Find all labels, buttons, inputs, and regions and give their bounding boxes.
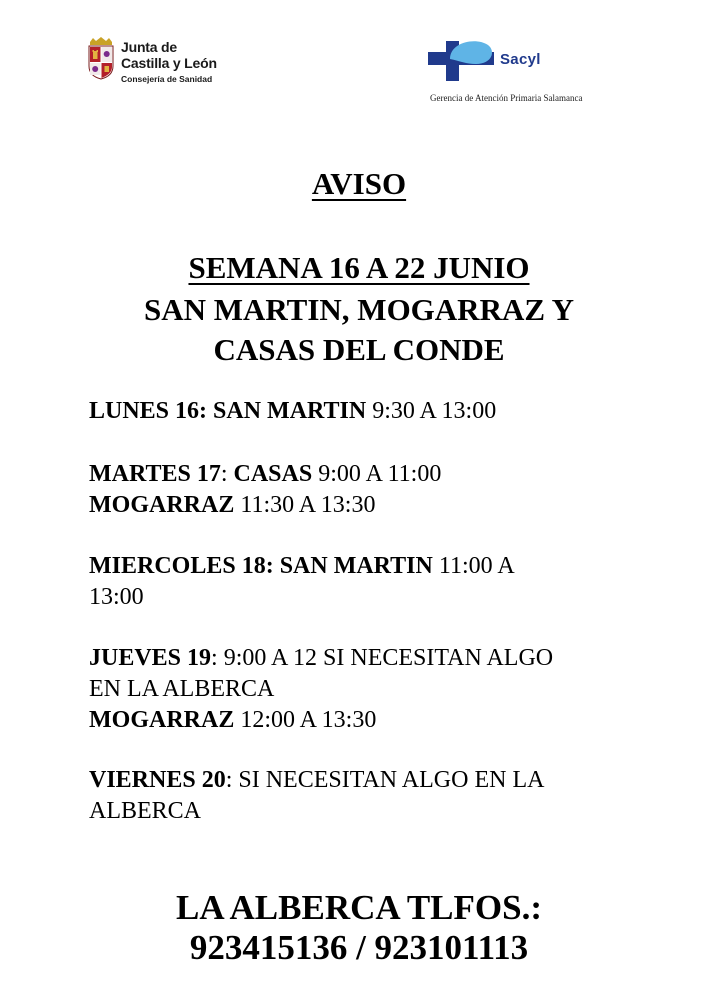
schedule-thursday: [89, 643, 649, 736]
junta-text: [121, 36, 217, 84]
junta-castilla-leon-logo: [86, 36, 217, 84]
schedule-wednesday: [89, 551, 649, 613]
notice-title: AVISO: [311, 166, 407, 201]
junta-line1: Junta de: [121, 39, 177, 55]
tuesday-day: MARTES 17: [89, 461, 221, 487]
sacyl-subtitle: Gerencia de Atención Primaria Salamanca: [430, 93, 583, 103]
thursday-text: : 9:00 A 12 SI NECESITAN ALGO: [211, 645, 554, 671]
schedule-tuesday: [89, 459, 649, 521]
places-line1: SAN MARTIN, MOGARRAZ Y: [143, 292, 575, 327]
tuesday-place2: MOGARRAZ: [89, 492, 235, 518]
places-line2: CASAS DEL CONDE: [213, 332, 505, 367]
tuesday-sep: :: [220, 461, 234, 487]
wednesday-day: MIERCOLES 18:: [89, 553, 274, 579]
monday-day: LUNES 16:: [89, 398, 208, 424]
wednesday-place: SAN MARTIN: [279, 553, 433, 579]
wednesday-time: 11:00 A: [432, 553, 515, 579]
footer-line1: LA ALBERCA TLFOS.:: [176, 888, 542, 927]
thursday-day: JUEVES 19: [89, 645, 212, 671]
monday-time: 9:30 A 13:00: [366, 398, 497, 424]
header: [0, 0, 718, 110]
wednesday-time-cont: 13:00: [89, 584, 144, 610]
footer-phones: [0, 888, 718, 968]
friday-day: VIERNES 20: [89, 767, 226, 793]
schedule-friday: [89, 765, 649, 827]
castilla-leon-crest-icon: [86, 36, 116, 80]
tuesday-place1: CASAS: [233, 461, 313, 487]
friday-text: : SI NECESITAN ALGO EN LA: [225, 767, 545, 793]
thursday-text-cont: EN LA ALBERCA: [89, 676, 275, 702]
junta-line3: Consejería de Sanidad: [121, 74, 213, 84]
sacyl-brand: Sacyl: [500, 51, 541, 68]
monday-place: SAN MARTIN: [213, 398, 367, 424]
notice-week: SEMANA 16 A 22 JUNIO: [188, 250, 530, 285]
sacyl-cross-logo-icon: [426, 37, 496, 81]
sacyl-logo: [426, 37, 583, 103]
friday-text-cont: ALBERCA: [89, 798, 202, 824]
schedule-monday: [89, 396, 649, 427]
footer-line2: 923415136 / 923101113: [189, 928, 529, 967]
thursday-time2: 12:00 A 13:30: [234, 707, 377, 733]
junta-line2: Castilla y León: [121, 55, 217, 71]
tuesday-time2: 11:30 A 13:30: [234, 492, 376, 518]
thursday-place2: MOGARRAZ: [89, 707, 235, 733]
notice-places: [0, 290, 718, 370]
tuesday-time1: 9:00 A 11:00: [312, 461, 442, 487]
